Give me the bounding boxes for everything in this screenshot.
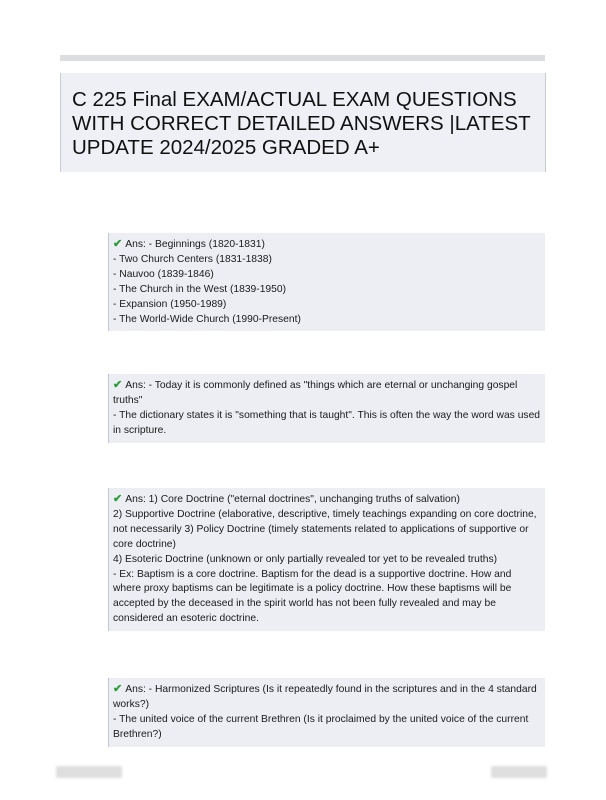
answer-box-1 [108,233,545,331]
answer-line: - The united voice of the current Brethren (Is it proclaimed by the united voice of the current Brethren?) [113,713,529,740]
top-divider [60,55,545,61]
footer-watermark-left [56,766,122,778]
answer-line: - Nauvoo (1839-1846) [113,268,214,280]
answer-text: Ans: - Beginnings (1820-1831) [125,239,265,250]
title-box [60,73,546,172]
answer-box-4 [108,678,545,747]
answer-line [113,378,541,409]
answer-line: 2) Supportive Doctrine (elaborative, descriptive, timely teachings expanding on core doctrine, not necessarily 3) Policy Doctrine (timely statements related to applications of supportive or core doctrine) [113,508,537,550]
checkmark-icon: ✔ [113,493,123,505]
checkmark-icon: ✔ [113,683,123,695]
answer-line: - The World-Wide Church (1990-Present) [113,313,301,325]
answer-line [113,237,541,253]
page-title: C 225 Final EXAM/ACTUAL EXAM QUESTIONS WITH CORRECT DETAILED ANSWERS |LATEST UPDATE 2024/2025 GRADED A+ [72,88,531,159]
answer-text: Ans: 1) Core Doctrine ("eternal doctrines", unchanging truths of salvation) [125,494,460,505]
checkmark-icon: ✔ [113,379,123,391]
answer-line [113,492,541,508]
answer-line: - Expansion (1950-1989) [113,298,227,310]
answer-box-3 [108,488,545,631]
answer-text: Ans: - Today it is commonly defined as "things which are eternal or unchanging gospel truths" [113,380,518,406]
answer-line [113,682,541,713]
answer-line: - Ex: Baptism is a core doctrine. Baptism for the dead is a supportive doctrine. How and where proxy baptisms can be legitimate is a policy doctrine. How these baptisms will be accepted by the deceased in the spirit world has not been fully revealed and may be considered an esoteric doctrine. [113,568,512,625]
answer-text: Ans: - Harmonized Scriptures (Is it repeatedly found in the scriptures and in the 4 standard works?) [113,684,537,710]
answer-line: - The dictionary states it is "something that is taught". This is often the way the word was used in scripture. [113,409,541,436]
answer-line: - Two Church Centers (1831-1838) [113,253,272,265]
answer-line: 4) Esoteric Doctrine (unknown or only partially revealed tor yet to be revealed truths) [113,553,498,565]
footer-page-number [491,766,547,778]
answer-box-2 [108,374,545,443]
answer-line: - The Church in the West (1839-1950) [113,283,287,295]
checkmark-icon: ✔ [113,238,123,250]
